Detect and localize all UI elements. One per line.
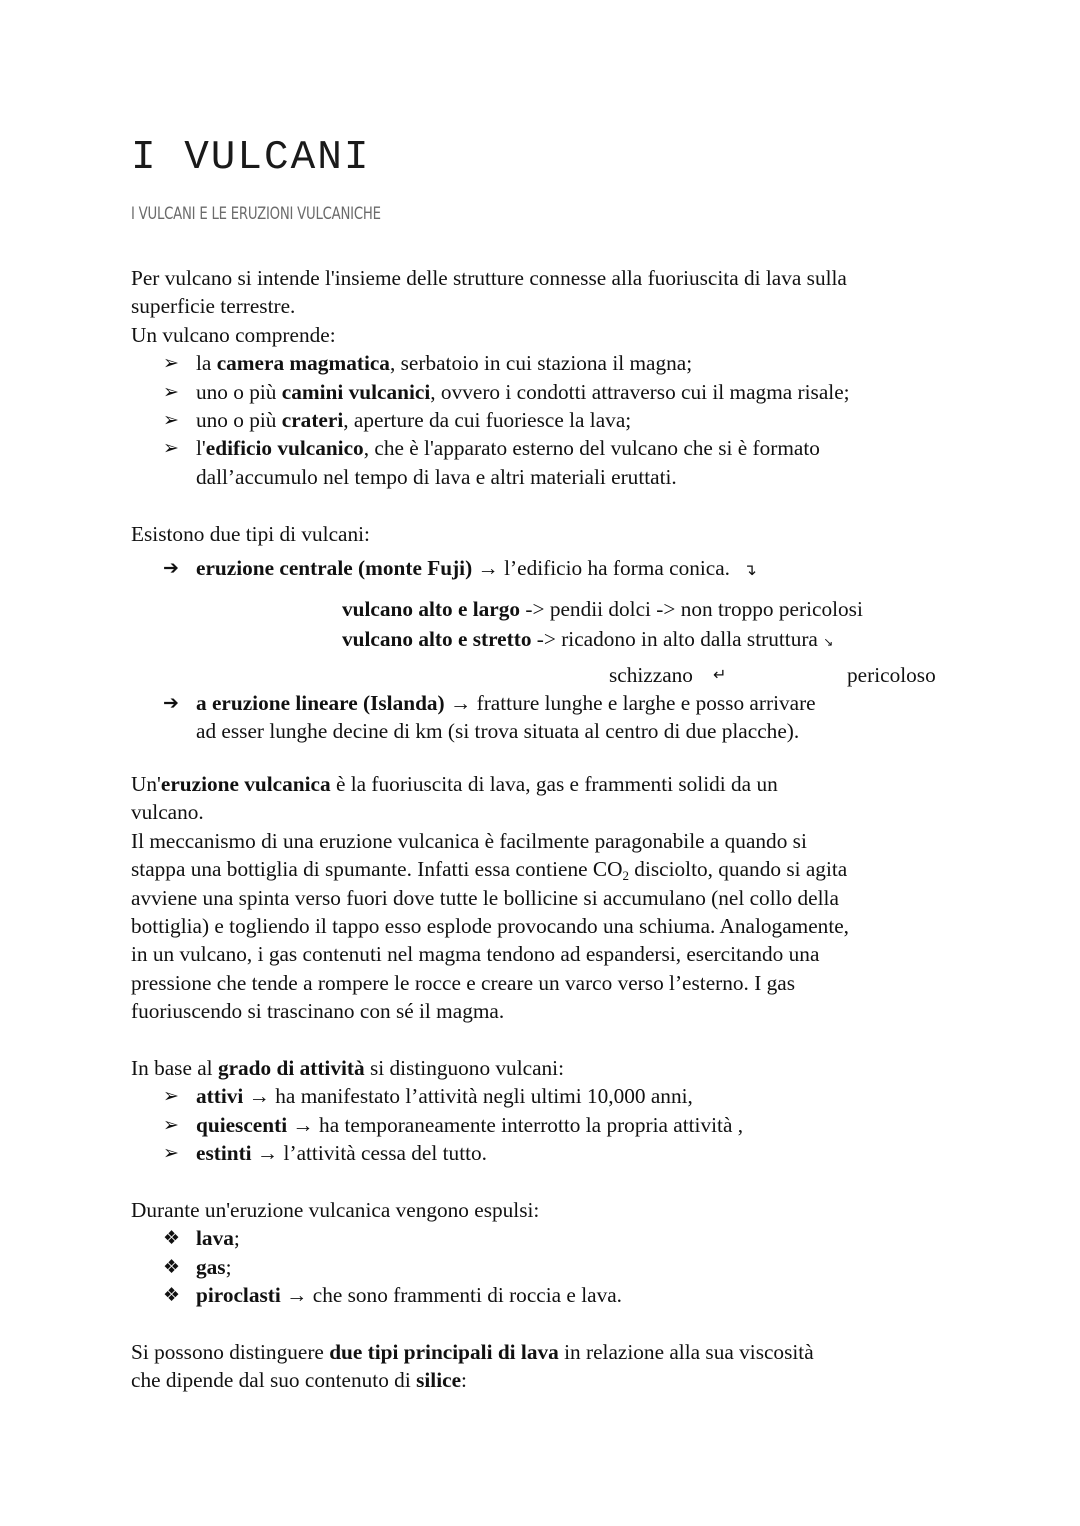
paragraph-line: bottiglia) e togliendo il tappo esso esplode provocando una schiuma. Analogamente, bbox=[131, 914, 850, 939]
diamond-bullet-icon: ❖ bbox=[163, 1227, 181, 1250]
down-right-arrow-icon: ↘ bbox=[823, 635, 834, 650]
types-section bbox=[131, 520, 936, 745]
diamond-bullet-icon: ❖ bbox=[163, 1255, 181, 1278]
wide-volcano-line: vulcano alto e largo -> pendii dolci -> non troppo pericolosi bbox=[342, 596, 863, 621]
paragraph-line: Un'eruzione vulcanica è la fuoriuscita di lava, gas e frammenti solidi da un bbox=[131, 772, 778, 796]
page-subtitle: I VULCANI E LE ERUZIONI VULCANICHE bbox=[131, 204, 381, 224]
intro-line: superficie terrestre. bbox=[131, 294, 296, 319]
intro-section bbox=[131, 264, 850, 491]
expelled-section bbox=[131, 1196, 622, 1310]
arrowhead-bullet-icon: ➢ bbox=[163, 352, 179, 375]
return-arrow-icon: ↵ bbox=[713, 664, 727, 684]
arrowhead-bullet-icon: ➢ bbox=[163, 380, 179, 403]
page-title: I VULCANI bbox=[131, 135, 371, 181]
activity-section bbox=[131, 1054, 743, 1168]
narrow-volcano-line: vulcano alto e stretto -> ricadono in alto dalla struttura ↘ bbox=[342, 627, 834, 652]
intro-line: Un vulcano comprende: bbox=[131, 322, 336, 347]
list-item-continuation: dall’accumulo nel tempo di lava e altri materiali eruttati. bbox=[196, 464, 677, 489]
lava-section bbox=[131, 1338, 814, 1395]
expelled-heading: Durante un'eruzione vulcanica vengono espulsi: bbox=[131, 1198, 540, 1222]
types-heading: Esistono due tipi di vulcani: bbox=[131, 522, 370, 546]
list-item-linear: ➔ a eruzione lineare (Islanda) → fratture lunghe e larghe e posso arrivare bbox=[131, 689, 863, 717]
list-item: ➢ uno o più crateri, aperture da cui fuoriesce la lava; bbox=[131, 406, 850, 434]
paragraph-line: in un vulcano, i gas contenuti nel magma tendono ad espandersi, esercitando una bbox=[131, 942, 820, 967]
paragraph-line: stappa una bottiglia di spumante. Infatti essa contiene CO2 disciolto, quando si agita bbox=[131, 857, 848, 884]
paragraph-line: fuoriuscendo si trascinano con sé il magma. bbox=[131, 999, 505, 1024]
list-item: ➢ l'edificio vulcanico, che è l'apparato esterno del vulcano che si è formato bbox=[131, 434, 850, 462]
list-item: ❖ piroclasti → che sono frammenti di roccia e lava. bbox=[131, 1281, 622, 1309]
list-item: ➢ attivi → ha manifestato l’attività negli ultimi 10,000 anni, bbox=[131, 1082, 743, 1110]
list-item: ❖ lava; bbox=[131, 1224, 622, 1252]
arrowhead-bullet-icon: ➢ bbox=[163, 437, 179, 460]
list-item: ➢ estinti → l’attività cessa del tutto. bbox=[131, 1139, 743, 1167]
down-turn-arrow-icon: ↴ bbox=[743, 560, 757, 580]
list-item: ➢ quiescenti → ha temporaneamente interrotto la propria attività , bbox=[131, 1111, 743, 1139]
list-item-continuation: ad esser lunghe decine di km (si trova situata al centro di due placche). bbox=[196, 719, 800, 744]
paragraph-line: Si possono distinguere due tipi principali di lava in relazione alla sua viscosità bbox=[131, 1340, 814, 1364]
list-item-central: ➔ eruzione centrale (monte Fuji) → l’edificio ha forma conica. ↴ bbox=[131, 554, 863, 584]
paragraph-line: avviene una spinta verso fuori dove tutte le bollicine si accumulano (nel collo della bbox=[131, 885, 839, 910]
paragraph-line: pressione che tende a rompere le rocce e creare un varco verso l’esterno. I gas bbox=[131, 970, 795, 995]
list-item: ❖ gas; bbox=[131, 1253, 622, 1281]
arrowhead-bullet-icon: ➢ bbox=[163, 1085, 179, 1108]
arrowhead-bullet-icon: ➢ bbox=[163, 409, 179, 432]
paragraph-line: Il meccanismo di una eruzione vulcanica è facilmente paragonabile a quando si bbox=[131, 828, 807, 853]
right-arrow-bullet-icon: ➔ bbox=[163, 691, 179, 714]
paragraph-line: che dipende dal suo contenuto di silice: bbox=[131, 1368, 467, 1393]
eruption-section bbox=[131, 770, 849, 1026]
right-arrow-bullet-icon: ➔ bbox=[163, 557, 179, 580]
activity-heading: In base al grado di attività si distinguono vulcani: bbox=[131, 1056, 565, 1080]
arrowhead-bullet-icon: ➢ bbox=[163, 1142, 179, 1165]
list-item: ➢ la camera magmatica, serbatoio in cui staziona il magna; bbox=[131, 349, 850, 377]
intro-line: Per vulcano si intende l'insieme delle strutture connesse alla fuoriuscita di lava sulla bbox=[131, 266, 847, 290]
list-item: ➢ uno o più camini vulcanici, ovvero i condotti attraverso cui il magma risale; bbox=[131, 378, 850, 406]
narrow-note-line: schizzano ↵ pericoloso bbox=[131, 657, 863, 689]
paragraph-line: vulcano. bbox=[131, 800, 204, 825]
arrowhead-bullet-icon: ➢ bbox=[163, 1113, 179, 1136]
diamond-bullet-icon: ❖ bbox=[163, 1284, 181, 1307]
